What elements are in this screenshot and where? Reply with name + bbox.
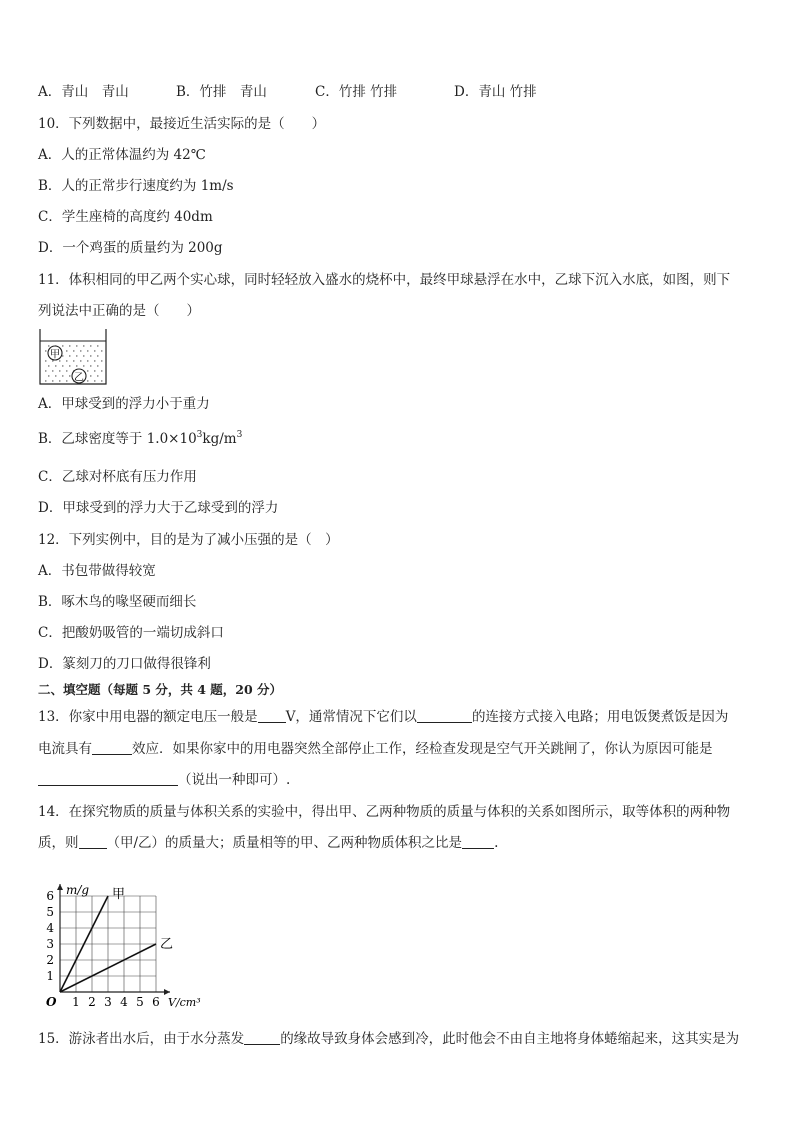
water-dot [76,365,77,366]
q9-option-c: C．竹排 竹排 [315,84,398,100]
y-tick-label: 4 [46,921,54,935]
water-dot [80,360,81,361]
water-dot [73,350,74,351]
water-dot [101,360,102,361]
water-dot [94,370,95,371]
series-label: 甲 [112,887,126,902]
q13-text-3: 的连接方式接入电路；用电饭煲煮饭是因为 [471,709,729,725]
y-tick-label: 6 [46,889,54,903]
water-dot [94,350,95,351]
x-tick-label: 5 [136,995,144,1009]
series-label: 乙 [160,937,174,952]
q11-option-b-exp: 3 [196,430,203,440]
water-dot [97,345,98,346]
x-tick-label: 4 [120,995,128,1009]
q14-blank-1[interactable] [79,834,107,849]
q11-option-d: D．甲球受到的浮力大于乙球受到的浮力 [38,500,279,516]
water-dot [69,355,70,356]
q12-option-c: C．把酸奶吸管的一端切成斜口 [38,625,224,641]
y-tick-label: 2 [46,953,54,967]
water-dot [101,350,102,351]
q13-blank-2[interactable] [417,708,472,723]
water-dot [45,370,46,371]
q15-blank-1[interactable] [244,1030,280,1045]
q13-line2 [38,740,713,758]
water-dot [90,355,91,356]
water-dot [83,345,84,346]
water-dot [62,345,63,346]
water-dot [52,380,53,381]
q13-blank-1[interactable] [258,708,286,723]
water-dot [80,350,81,351]
q10-stem: 10．下列数据中，最接近生活实际的是（ ） [38,116,326,132]
q12-stem: 12．下列实例中，目的是为了减小压强的是（ ） [38,532,339,548]
q11-stem-line1: 11．体积相同的甲乙两个实心球，同时轻轻放入盛水的烧杯中，最终甲球悬浮在水中，乙球下沉入水底，如图，则下 [38,272,731,288]
q14-blank-2[interactable] [462,834,494,849]
q14-text-2: （甲/乙）的质量大；质量相等的甲、乙两种物质体积之比是 [106,835,463,851]
q10-option-b: B．人的正常步行速度约为 1m/s [38,178,234,194]
water-dot [66,380,67,381]
q11-beaker-figure [38,328,110,386]
water-dot [69,375,70,376]
water-dot [55,375,56,376]
water-dot [52,360,53,361]
water-dot [62,355,63,356]
chart-labels [46,883,201,1009]
q13-text-6: （说出一种即可）. [178,772,291,788]
water-dot [101,380,102,381]
water-dot [87,360,88,361]
water-dot [52,370,53,371]
water-dot [83,355,84,356]
y-tick-label: 1 [46,969,54,983]
water-dot [66,360,67,361]
q12-option-d: D．篆刻刀的刀口做得很锋利 [38,656,211,672]
q15-text-1: 15．游泳者出水后，由于水分蒸发 [38,1031,245,1047]
q14-text-1: 质，则 [38,835,79,851]
water-dot [90,345,91,346]
water-dot [83,365,84,366]
water-dot [97,355,98,356]
water-dot [69,365,70,366]
x-tick-label: 6 [152,995,160,1009]
chart-grid [60,896,156,992]
water-dot [69,345,70,346]
water-dot [55,365,56,366]
x-tick-label: 1 [72,995,80,1009]
water-dot [97,365,98,366]
x-axis-label: V/cm³ [168,996,201,1009]
q9-option-d: D．青山 竹排 [454,84,537,100]
water-dot [59,380,60,381]
water-dot [90,375,91,376]
water-dot [94,380,95,381]
y-axis-arrow [57,884,63,890]
q13-text-2: V，通常情况下它们以 [285,709,417,725]
q9-option-b: B．竹排 青山 [176,84,267,100]
water-dot [45,350,46,351]
water-dot [87,350,88,351]
water-dot [48,345,49,346]
q14-text-3: . [494,835,499,851]
q11-stem-line2: 列说法中正确的是（ ） [38,303,200,319]
q11-option-b-unit: kg/m [202,431,237,447]
water-dot [62,375,63,376]
q11-option-b-prefix: B．乙球密度等于 1.0×10 [38,431,197,447]
mass-volume-chart [30,862,230,1012]
q10-option-a: A．人的正常体温约为 42℃ [38,147,206,163]
q13-text-5: 效应．如果你家中的用电器突然全部停止工作，经检查发现是空气开关跳闸了，你认为原因可能是 [132,741,713,757]
q14-line1: 14．在探究物质的质量与体积关系的实验中，得出甲、乙两种物质的质量与体积的关系如图所示，取等体积的两种物 [38,804,731,820]
q11-option-a: A．甲球受到的浮力小于重力 [38,396,210,412]
q14-line2 [38,834,498,852]
water-dot [87,380,88,381]
q13-line1 [38,708,728,726]
water-dot [87,370,88,371]
section-title: 二、填空题（每题 5 分，共 4 题，20 分） [38,682,283,697]
water-dot [101,370,102,371]
ball-jia-label: 甲 [50,349,60,361]
water-dot [59,360,60,361]
water-dot [48,375,49,376]
q11-option-b [38,430,242,448]
q13-text-4: 电流具有 [38,741,92,757]
water-dot [45,360,46,361]
origin-label: O [46,995,57,1009]
water-dot [62,365,63,366]
q15-line1 [38,1030,739,1048]
q13-blank-3[interactable] [92,740,132,755]
q11-option-c: C．乙球对杯底有压力作用 [38,469,197,485]
water-dot [76,345,77,346]
y-tick-label: 5 [46,905,54,919]
q12-option-b: B．啄木鸟的喙坚硬而细长 [38,594,197,610]
water-dot [94,360,95,361]
q9-option-a: A．青山 青山 [38,84,129,100]
water-dot [66,350,67,351]
q13-blank-4[interactable] [38,771,178,786]
q10-option-d: D．一个鸡蛋的质量约为 200g [38,240,223,256]
water-dot [76,355,77,356]
y-tick-label: 3 [46,937,54,951]
q10-option-c: C．学生座椅的高度约 40dm [38,209,213,225]
water-dot [59,370,60,371]
x-axis-arrow [164,989,170,995]
water-dot [97,375,98,376]
y-axis-label: m/g [66,883,90,897]
q11-option-b-unit-exp: 3 [236,430,243,440]
q13-text-1: 13．你家中用电器的额定电压一般是 [38,709,258,725]
ball-yi-label: 乙 [74,372,84,384]
water-dot [90,365,91,366]
q12-option-a: A．书包带做得较宽 [38,563,156,579]
water-dot [45,380,46,381]
water-dot [66,370,67,371]
q15-text-2: 的缘故导致身体会感到冷，此时他会不由自主地将身体蜷缩起来，这其实是为 [280,1031,740,1047]
x-tick-label: 2 [88,995,96,1009]
q13-line3 [38,771,290,789]
x-tick-label: 3 [104,995,112,1009]
water-dot [73,360,74,361]
water-dot [48,365,49,366]
